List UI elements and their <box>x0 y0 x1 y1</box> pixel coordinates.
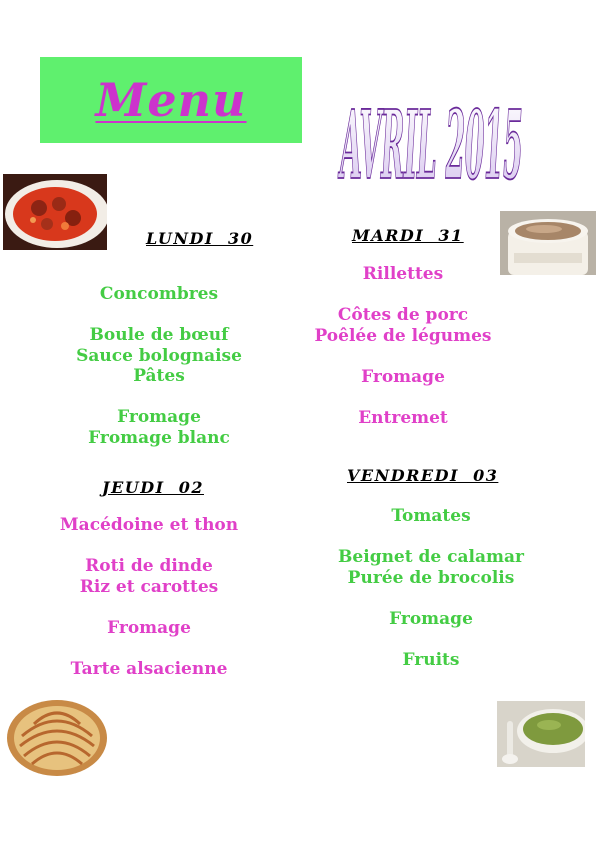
menu-course <box>29 407 289 448</box>
menu-item: Purée de brocolis <box>347 567 515 588</box>
month-wordart-svg <box>334 82 554 202</box>
menu-course <box>273 264 533 285</box>
menu-course <box>19 659 279 680</box>
menu-item: Fruits <box>402 649 460 670</box>
photo-tomato-sauce <box>3 174 107 250</box>
title-banner <box>40 57 302 143</box>
day-header-vendredi: VENDREDI 03 <box>347 466 499 485</box>
menu-item: Rillettes <box>362 264 444 284</box>
menu-item: Sauce bolognaise <box>76 345 242 366</box>
menu-item: Fromage blanc <box>88 427 230 448</box>
page-title: Menu <box>95 73 247 127</box>
menu-course <box>19 618 279 639</box>
photo-apple-tart <box>4 696 111 782</box>
menu-course <box>301 547 561 588</box>
menu-course <box>301 609 561 630</box>
menu-item: Tomates <box>391 506 471 526</box>
menu-course <box>301 650 561 671</box>
menu-list-mardi <box>273 264 533 428</box>
menu-item: Poêlée de légumes <box>314 325 492 346</box>
menu-list-lundi <box>29 284 289 448</box>
menu-item: Côtes de porc <box>337 305 469 325</box>
menu-course <box>273 408 533 429</box>
menu-item: Fromage <box>117 407 201 427</box>
menu-item: Fromage <box>361 366 445 387</box>
menu-item: Entremet <box>358 407 448 428</box>
menu-item: Riz et carottes <box>79 576 219 597</box>
day-header-mardi: MARDI 31 <box>352 226 464 245</box>
menu-item: Concombres <box>99 284 219 304</box>
month-wordart <box>334 82 554 202</box>
menu-item: Pâtes <box>133 366 185 386</box>
menu-course <box>29 325 289 387</box>
menu-item: Fromage <box>389 608 473 629</box>
menu-item: Macédoine et thon <box>59 515 239 535</box>
day-header-lundi: LUNDI 30 <box>146 229 254 248</box>
menu-course <box>19 556 279 597</box>
photo-broccoli-puree <box>497 701 585 767</box>
menu-item: Tarte alsacienne <box>70 658 228 679</box>
menu-item: Beignet de calamar <box>338 547 524 567</box>
menu-course <box>19 515 279 536</box>
menu-list-vendredi <box>301 506 561 670</box>
photo-rillettes <box>500 211 596 275</box>
menu-item: Fromage <box>107 617 191 638</box>
month-label: AVRIL 2015 <box>340 91 523 202</box>
menu-item: Boule de bœuf <box>89 325 229 345</box>
menu-course <box>301 506 561 527</box>
menu-item: Roti de dinde <box>85 556 213 576</box>
menu-course <box>273 367 533 388</box>
day-header-jeudi: JEUDI 02 <box>102 478 204 497</box>
menu-list-jeudi <box>19 515 279 679</box>
menu-course <box>273 305 533 346</box>
menu-course <box>29 284 289 305</box>
